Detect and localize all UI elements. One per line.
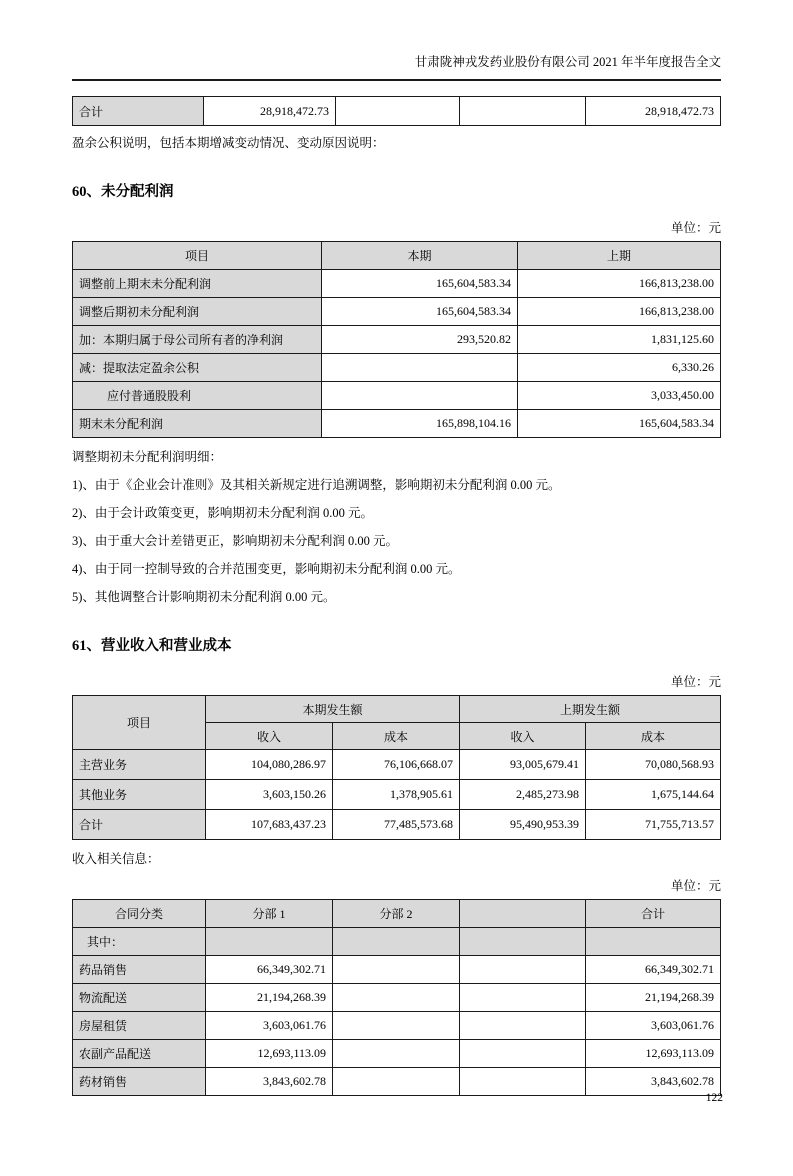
- table-row: [73, 956, 721, 984]
- table-cell: 3,603,150.26: [206, 780, 333, 810]
- row-label: 期末未分配利润: [73, 410, 322, 438]
- note-item: 5)、其他调整合计影响期初未分配利润 0.00 元。: [72, 590, 336, 604]
- column-header: 收入: [206, 723, 333, 750]
- note-item: 4)、由于同一控制导致的合并范围变更，影响期初未分配利润 0.00 元。: [72, 562, 461, 576]
- column-header: 本期发生额: [206, 696, 460, 723]
- table-cell: 95,490,953.39: [460, 810, 586, 840]
- income-info-label: 收入相关信息：: [72, 852, 160, 866]
- table-header-row: [73, 900, 721, 928]
- column-header: 项目: [73, 242, 322, 270]
- table-cell: 293,520.82: [322, 326, 518, 354]
- document-header: 甘肃陇神戎发药业股份有限公司 2021 年半年度报告全文: [414, 55, 721, 69]
- table-cell: [460, 1012, 586, 1040]
- column-header: 收入: [460, 723, 586, 750]
- table-cell: [460, 928, 586, 956]
- table-row: [73, 984, 721, 1012]
- table-row: [73, 1012, 721, 1040]
- column-header: 合同分类: [73, 900, 206, 928]
- column-header: 合计: [586, 900, 721, 928]
- table-cell: [322, 382, 518, 410]
- table-cell: 1,675,144.64: [586, 780, 721, 810]
- table-cell: 76,106,668.07: [333, 750, 460, 780]
- row-label: 减：提取法定盈余公积: [73, 354, 322, 382]
- table-row: [73, 780, 721, 810]
- table-row: [73, 97, 721, 126]
- table-cell: 165,604,583.34: [322, 270, 518, 298]
- table-row: [73, 1068, 721, 1096]
- column-header: 上期: [518, 242, 721, 270]
- table-cell: [460, 97, 586, 126]
- table-cell: [333, 1012, 460, 1040]
- table-cell: 107,683,437.23: [206, 810, 333, 840]
- section-61-title: 61、营业收入和营业成本: [72, 638, 232, 654]
- row-label: 其中：: [73, 928, 206, 956]
- table-row: [73, 382, 721, 410]
- table-cell: 70,080,568.93: [586, 750, 721, 780]
- table-row: [73, 354, 721, 382]
- row-label: 药品销售: [73, 956, 206, 984]
- table-cell: [333, 984, 460, 1012]
- unit-label: 单位：元: [670, 879, 721, 893]
- table-cell: 93,005,679.41: [460, 750, 586, 780]
- row-label: 合计: [73, 810, 206, 840]
- table-cell: [336, 97, 460, 126]
- adjustment-notes: [72, 478, 721, 605]
- table-cell: 3,843,602.78: [586, 1068, 721, 1096]
- table-cell: 21,194,268.39: [206, 984, 333, 1012]
- table-cell: [460, 984, 586, 1012]
- table-cell: 3,033,450.00: [518, 382, 721, 410]
- table-cell: 28,918,472.73: [586, 97, 721, 126]
- table-cell: 3,603,061.76: [586, 1012, 721, 1040]
- row-label: 调整后期初未分配利润: [73, 298, 322, 326]
- table-header-row: [73, 696, 721, 723]
- table-header-row: [73, 242, 721, 270]
- column-header: 分部 1: [206, 900, 333, 928]
- table-row: [73, 326, 721, 354]
- column-header: 本期: [322, 242, 518, 270]
- column-header: 分部 2: [333, 900, 460, 928]
- table-cell: 166,813,238.00: [518, 270, 721, 298]
- note-item: 3)、由于重大会计差错更正，影响期初未分配利润 0.00 元。: [72, 534, 399, 548]
- table-row: [73, 928, 721, 956]
- table-cell: 1,378,905.61: [333, 780, 460, 810]
- table-cell: [333, 928, 460, 956]
- row-label: 主营业务: [73, 750, 206, 780]
- unit-label: 单位：元: [670, 221, 721, 235]
- adjustment-notes-title: 调整期初未分配利润明细：: [72, 450, 223, 464]
- table-cell: 165,604,583.34: [322, 298, 518, 326]
- table-row: [73, 298, 721, 326]
- header-divider: [72, 79, 721, 81]
- table-cell: 66,349,302.71: [206, 956, 333, 984]
- column-header: 项目: [73, 696, 206, 750]
- table-cell: [333, 1040, 460, 1068]
- note-item: 1)、由于《企业会计准则》及其相关新规定进行追溯调整，影响期初未分配利润 0.00 元。: [72, 478, 561, 492]
- row-label: 合计: [73, 97, 204, 126]
- table-cell: 66,349,302.71: [586, 956, 721, 984]
- table-cell: 12,693,113.09: [206, 1040, 333, 1068]
- table-row: [73, 810, 721, 840]
- surplus-total-table: [72, 96, 721, 126]
- row-label: 药材销售: [73, 1068, 206, 1096]
- contract-classification-table: [72, 899, 721, 1096]
- table-cell: [322, 354, 518, 382]
- row-label: 加：本期归属于母公司所有者的净利润: [73, 326, 322, 354]
- page-content: [72, 54, 721, 1096]
- table-cell: [333, 956, 460, 984]
- table-cell: 3,843,602.78: [206, 1068, 333, 1096]
- table-cell: 166,813,238.00: [518, 298, 721, 326]
- row-label: 农副产品配送: [73, 1040, 206, 1068]
- column-header: 上期发生额: [460, 696, 721, 723]
- table-cell: [206, 928, 333, 956]
- table-cell: [460, 956, 586, 984]
- table-cell: 28,918,472.73: [204, 97, 336, 126]
- table-cell: 71,755,713.57: [586, 810, 721, 840]
- page-number: 122: [705, 1092, 723, 1104]
- revenue-cost-table: [72, 695, 721, 840]
- column-header: [460, 900, 586, 928]
- table-row: [73, 750, 721, 780]
- table-cell: 21,194,268.39: [586, 984, 721, 1012]
- table-row: [73, 1040, 721, 1068]
- table-cell: 3,603,061.76: [206, 1012, 333, 1040]
- note-item: 2)、由于会计政策变更，影响期初未分配利润 0.00 元。: [72, 506, 374, 520]
- section-60-title: 60、未分配利润: [72, 184, 174, 200]
- row-label: 调整前上期末未分配利润: [73, 270, 322, 298]
- table-cell: [460, 1040, 586, 1068]
- table-cell: 165,898,104.16: [322, 410, 518, 438]
- table-row: [73, 270, 721, 298]
- table-cell: 2,485,273.98: [460, 780, 586, 810]
- column-header: 成本: [586, 723, 721, 750]
- unit-label: 单位：元: [670, 675, 721, 689]
- row-label: 物流配送: [73, 984, 206, 1012]
- table-row: [73, 410, 721, 438]
- surplus-note: 盈余公积说明，包括本期增减变动情况、变动原因说明：: [72, 136, 385, 150]
- column-header: 成本: [333, 723, 460, 750]
- row-label: 应付普通股股利: [73, 382, 322, 410]
- table-cell: [586, 928, 721, 956]
- table-cell: [333, 1068, 460, 1096]
- table-cell: 165,604,583.34: [518, 410, 721, 438]
- retained-earnings-table: [72, 241, 721, 438]
- table-cell: 104,080,286.97: [206, 750, 333, 780]
- row-label: 房屋租赁: [73, 1012, 206, 1040]
- table-cell: 1,831,125.60: [518, 326, 721, 354]
- table-cell: [460, 1068, 586, 1096]
- row-label: 其他业务: [73, 780, 206, 810]
- table-cell: 12,693,113.09: [586, 1040, 721, 1068]
- table-cell: 77,485,573.68: [333, 810, 460, 840]
- table-cell: 6,330.26: [518, 354, 721, 382]
